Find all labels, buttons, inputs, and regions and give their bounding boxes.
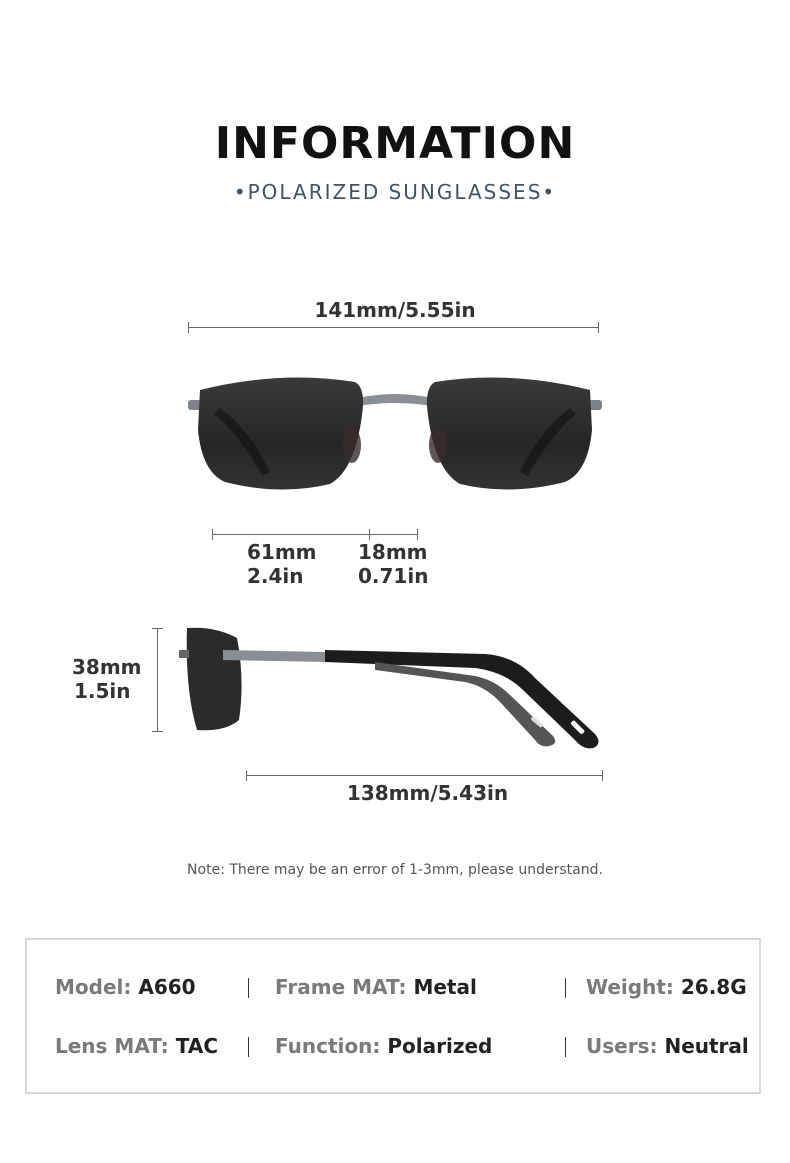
temple-length-label: 138mm/5.43in bbox=[346, 781, 509, 805]
spec-weight-value: 26.8G bbox=[680, 975, 747, 999]
lens-height-line bbox=[157, 628, 158, 732]
spec-separator bbox=[565, 1037, 566, 1057]
lens-tick-right bbox=[417, 529, 418, 540]
spec-function bbox=[275, 1034, 492, 1058]
spec-function-label: Function: bbox=[275, 1034, 381, 1058]
spec-users-label: Users: bbox=[586, 1034, 658, 1058]
spec-model-value: A660 bbox=[138, 975, 196, 999]
lens-height-tick-top bbox=[152, 628, 163, 629]
spec-frame bbox=[275, 975, 477, 999]
spec-separator bbox=[248, 1037, 249, 1057]
spec-table bbox=[25, 938, 761, 1094]
spec-lens bbox=[55, 1034, 218, 1058]
page-subtitle: •POLARIZED SUNGLASSES• bbox=[233, 180, 557, 204]
spec-lens-value: TAC bbox=[175, 1034, 219, 1058]
measurement-note: Note: There may be an error of 1-3mm, please understand. bbox=[187, 862, 603, 878]
spec-lens-label: Lens MAT: bbox=[55, 1034, 169, 1058]
spec-frame-value: Metal bbox=[413, 975, 477, 999]
spec-separator bbox=[248, 978, 249, 998]
total-width-tick-left bbox=[188, 322, 189, 333]
lens-tick-mid bbox=[369, 529, 370, 540]
spec-frame-label: Frame MAT: bbox=[275, 975, 407, 999]
spec-users bbox=[586, 1034, 749, 1058]
spec-users-value: Neutral bbox=[664, 1034, 749, 1058]
temple-tick-left bbox=[246, 770, 247, 781]
total-width-line bbox=[188, 327, 599, 328]
lens-tick-left bbox=[212, 529, 213, 540]
lens-width-mm: 61mm bbox=[247, 540, 317, 564]
sunglasses-side-view bbox=[175, 620, 605, 755]
spec-separator bbox=[565, 978, 566, 998]
sunglasses-front-view bbox=[180, 360, 610, 505]
spec-model bbox=[55, 975, 196, 999]
spec-weight-label: Weight: bbox=[586, 975, 674, 999]
bridge-in: 0.71in bbox=[358, 564, 429, 588]
temple-length-line bbox=[246, 775, 603, 776]
lens-height-in: 1.5in bbox=[74, 679, 131, 703]
lens-height-tick-bottom bbox=[152, 731, 163, 732]
spec-model-label: Model: bbox=[55, 975, 132, 999]
lens-height-mm: 38mm bbox=[72, 655, 142, 679]
lens-bridge-line bbox=[212, 534, 418, 535]
spec-weight bbox=[586, 975, 747, 999]
total-width-label: 141mm/5.55in bbox=[314, 298, 476, 322]
total-width-tick-right bbox=[598, 322, 599, 333]
temple-tick-right bbox=[602, 770, 603, 781]
page-title: INFORMATION bbox=[214, 118, 576, 169]
bridge-mm: 18mm bbox=[358, 540, 428, 564]
spec-function-value: Polarized bbox=[387, 1034, 493, 1058]
lens-width-in: 2.4in bbox=[247, 564, 304, 588]
